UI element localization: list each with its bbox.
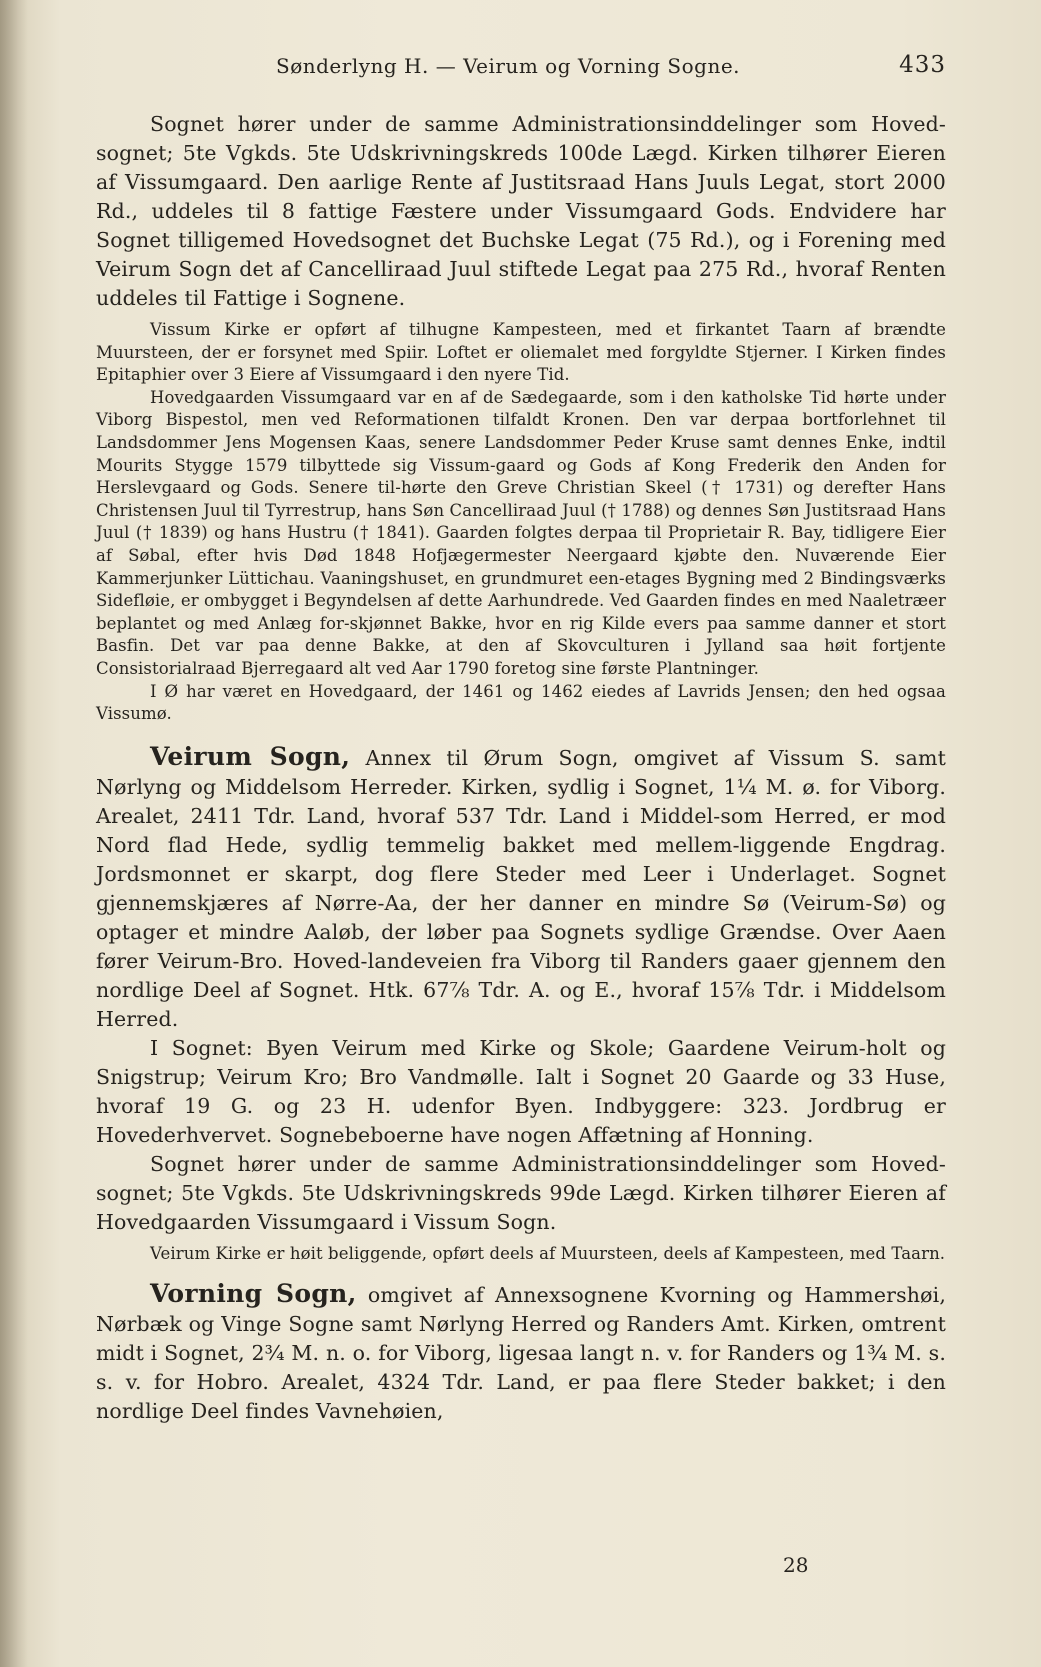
signature-number: 28 xyxy=(783,1553,809,1577)
section-heading-veirum: Veirum Sogn, xyxy=(150,741,351,771)
section-veirum-sogn xyxy=(96,742,946,1034)
paragraph-veirum-administration: Sognet hører under de samme Administrationsinddelinger som Hoved-sognet; 5te Vgkds. 5te Udskrivningskreds 99de Lægd. Kirken tilhører Eieren af Hovedgaarden Vissumgaard i Vissum Sogn. xyxy=(96,1151,946,1234)
paragraph-veirum-church: Veirum Kirke er høit beliggende, opført deels af Muursteen, deels af Kampesteen, med Taarn. xyxy=(150,1243,946,1263)
running-title: Sønderlyng H. — Veirum og Vorning Sogne. xyxy=(276,54,741,78)
section-heading-vorning: Vorning Sogn, xyxy=(150,1279,357,1309)
binding-gutter-shadow xyxy=(0,0,28,1667)
paragraph-vissum-administration: Sognet hører under de samme Administrationsinddelinger som Hoved-sognet; 5te Vgkds. 5te Udskrivningskreds 100de Lægd. Kirken tilhører Eieren af Vissumgaard. Den aarlige Rente af Justitsraad Hans Juuls Legat, stort 2000 Rd., uddeles til 8 fattige Fæstere under Vissumgaard Gods. Endvidere har Sognet tilligemed Hovedsognet det Buchske Legat (75 Rd.), og i Forening med Veirum Sogn det af Cancelliraad Juul stiftede Legat paa 275 Rd., hvoraf Renten uddeles til Fattige i Sognene. xyxy=(96,112,946,310)
paragraph-veirum-places: I Sognet: Byen Veirum med Kirke og Skole; Gaardene Veirum-holt og Snigstrup; Veirum Kro; Bro Vandmølle. Ialt i Sognet 20 Gaarde og 33 Huse, hvoraf 19 G. og 23 H. udenfor Byen. Indbyggere: 323. Jordbrug er Hovederhvervet. Sognebeboerne have nogen Affætning af Honning. xyxy=(96,1035,946,1147)
paragraph-vorning-description: omgivet af Annexsognene Kvorning og Hammershøi, Nørbæk og Vinge Sogne samt Nørlyng Herred og Randers Amt. Kirken, omtrent midt i Sognet, 2¾ M. n. o. for Viborg, ligesaa langt n. v. for Randers og 1¾ M. s. s. v. for Hobro. Arealet, 4324 Tdr. Land, er paa flere Steder bakket; i den nordlige Deel findes Vavnehøien, xyxy=(96,1283,946,1424)
paragraph-vissumo: I Ø har været en Hovedgaard, der 1461 og 1462 eiedes af Lavrids Jensen; den hed ogsaa Vissumø. xyxy=(96,681,946,724)
paragraph-veirum-description: Annex til Ørum Sogn, omgivet af Vissum S. samt Nørlyng og Middelsom Herreder. Kirken, sydlig i Sognet, 1¼ M. ø. for Viborg. Arealet, 2411 Tdr. Land, hvoraf 537 Tdr. Land i Middel-som Herred, er mod Nord flad Hede, sydlig temmelig bakket med mellem-liggende Engdrag. Jordsmonnet er skarpt, dog flere Steder med Leer i Underlaget. Sognet gjennemskjæres af Nørre-Aa, der her danner en mindre Sø (Veirum-Sø) og optager et mindre Aaløb, der løber paa Sognets sydlige Grændse. Over Aaen fører Veirum-Bro. Hoved-landeveien fra Viborg til Randers gaaer gjennem den nordlige Deel af Sognet. Htk. 67⅞ Tdr. A. og E., hvoraf 15⅞ Tdr. i Middelsom Herred. xyxy=(96,745,946,1031)
main-text xyxy=(96,110,946,1426)
running-header xyxy=(96,50,946,86)
section-vorning-sogn xyxy=(96,1279,946,1426)
paragraph-vissum-church: Vissum Kirke er opført af tilhugne Kampesteen, med et firkantet Taarn af brændte Muursteen, der er forsynet med Spiir. Loftet er oliemalet med forgyldte Stjerner. I Kirken findes Epitaphier over 3 Eiere af Vissumgaard i den nyere Tid. xyxy=(96,320,946,385)
page-number: 433 xyxy=(899,52,946,78)
paragraph-vissumgaard-history: Hovedgaarden Vissumgaard var en af de Sædegaarde, som i den katholske Tid hørte under Viborg Bispestol, men ved Reformationen tilfaldt Kronen. Den var derpaa bortforlehnet til Landsdommer Jens Mogensen Kaas, senere Landsdommer Peder Kruse samt dennes Enke, indtil Mourits Stygge 1579 tilbyttede sig Vissum-gaard og Gods af Kong Frederik den Anden for Herslevgaard og Gods. Senere til-hørte den Greve Christian Skeel († 1731) og derefter Hans Christensen Juul til Tyrrestrup, hans Søn Cancelliraad Juul († 1788) og dennes Søn Justitsraad Hans Juul († 1839) og hans Hustru († 1841). Gaarden folgtes derpaa til Proprietair R. Bay, tidligere Eier af Søbal, efter hvis Død 1848 Hofjægermester Neergaard kjøbte den. Nuværende Eier Kammerjunker Lüttichau. Vaaningshuset, en grundmuret een-etages Bygning med 2 Bindingsværks Sidefløie, er ombygget i Begyndelsen af dette Aarhundrede. Ved Gaarden findes en med Naaletræer beplantet og med Anlæg for-skjønnet Bakke, hvor en rig Kilde evers paa samme danner et stort Basfin. Det var paa denne Bakke, at den af Skovculturen i Jylland saa høit fortjente Consistorialraad Bjerregaard alt ved Aar 1790 foretog sine første Plantninger. xyxy=(96,387,947,678)
